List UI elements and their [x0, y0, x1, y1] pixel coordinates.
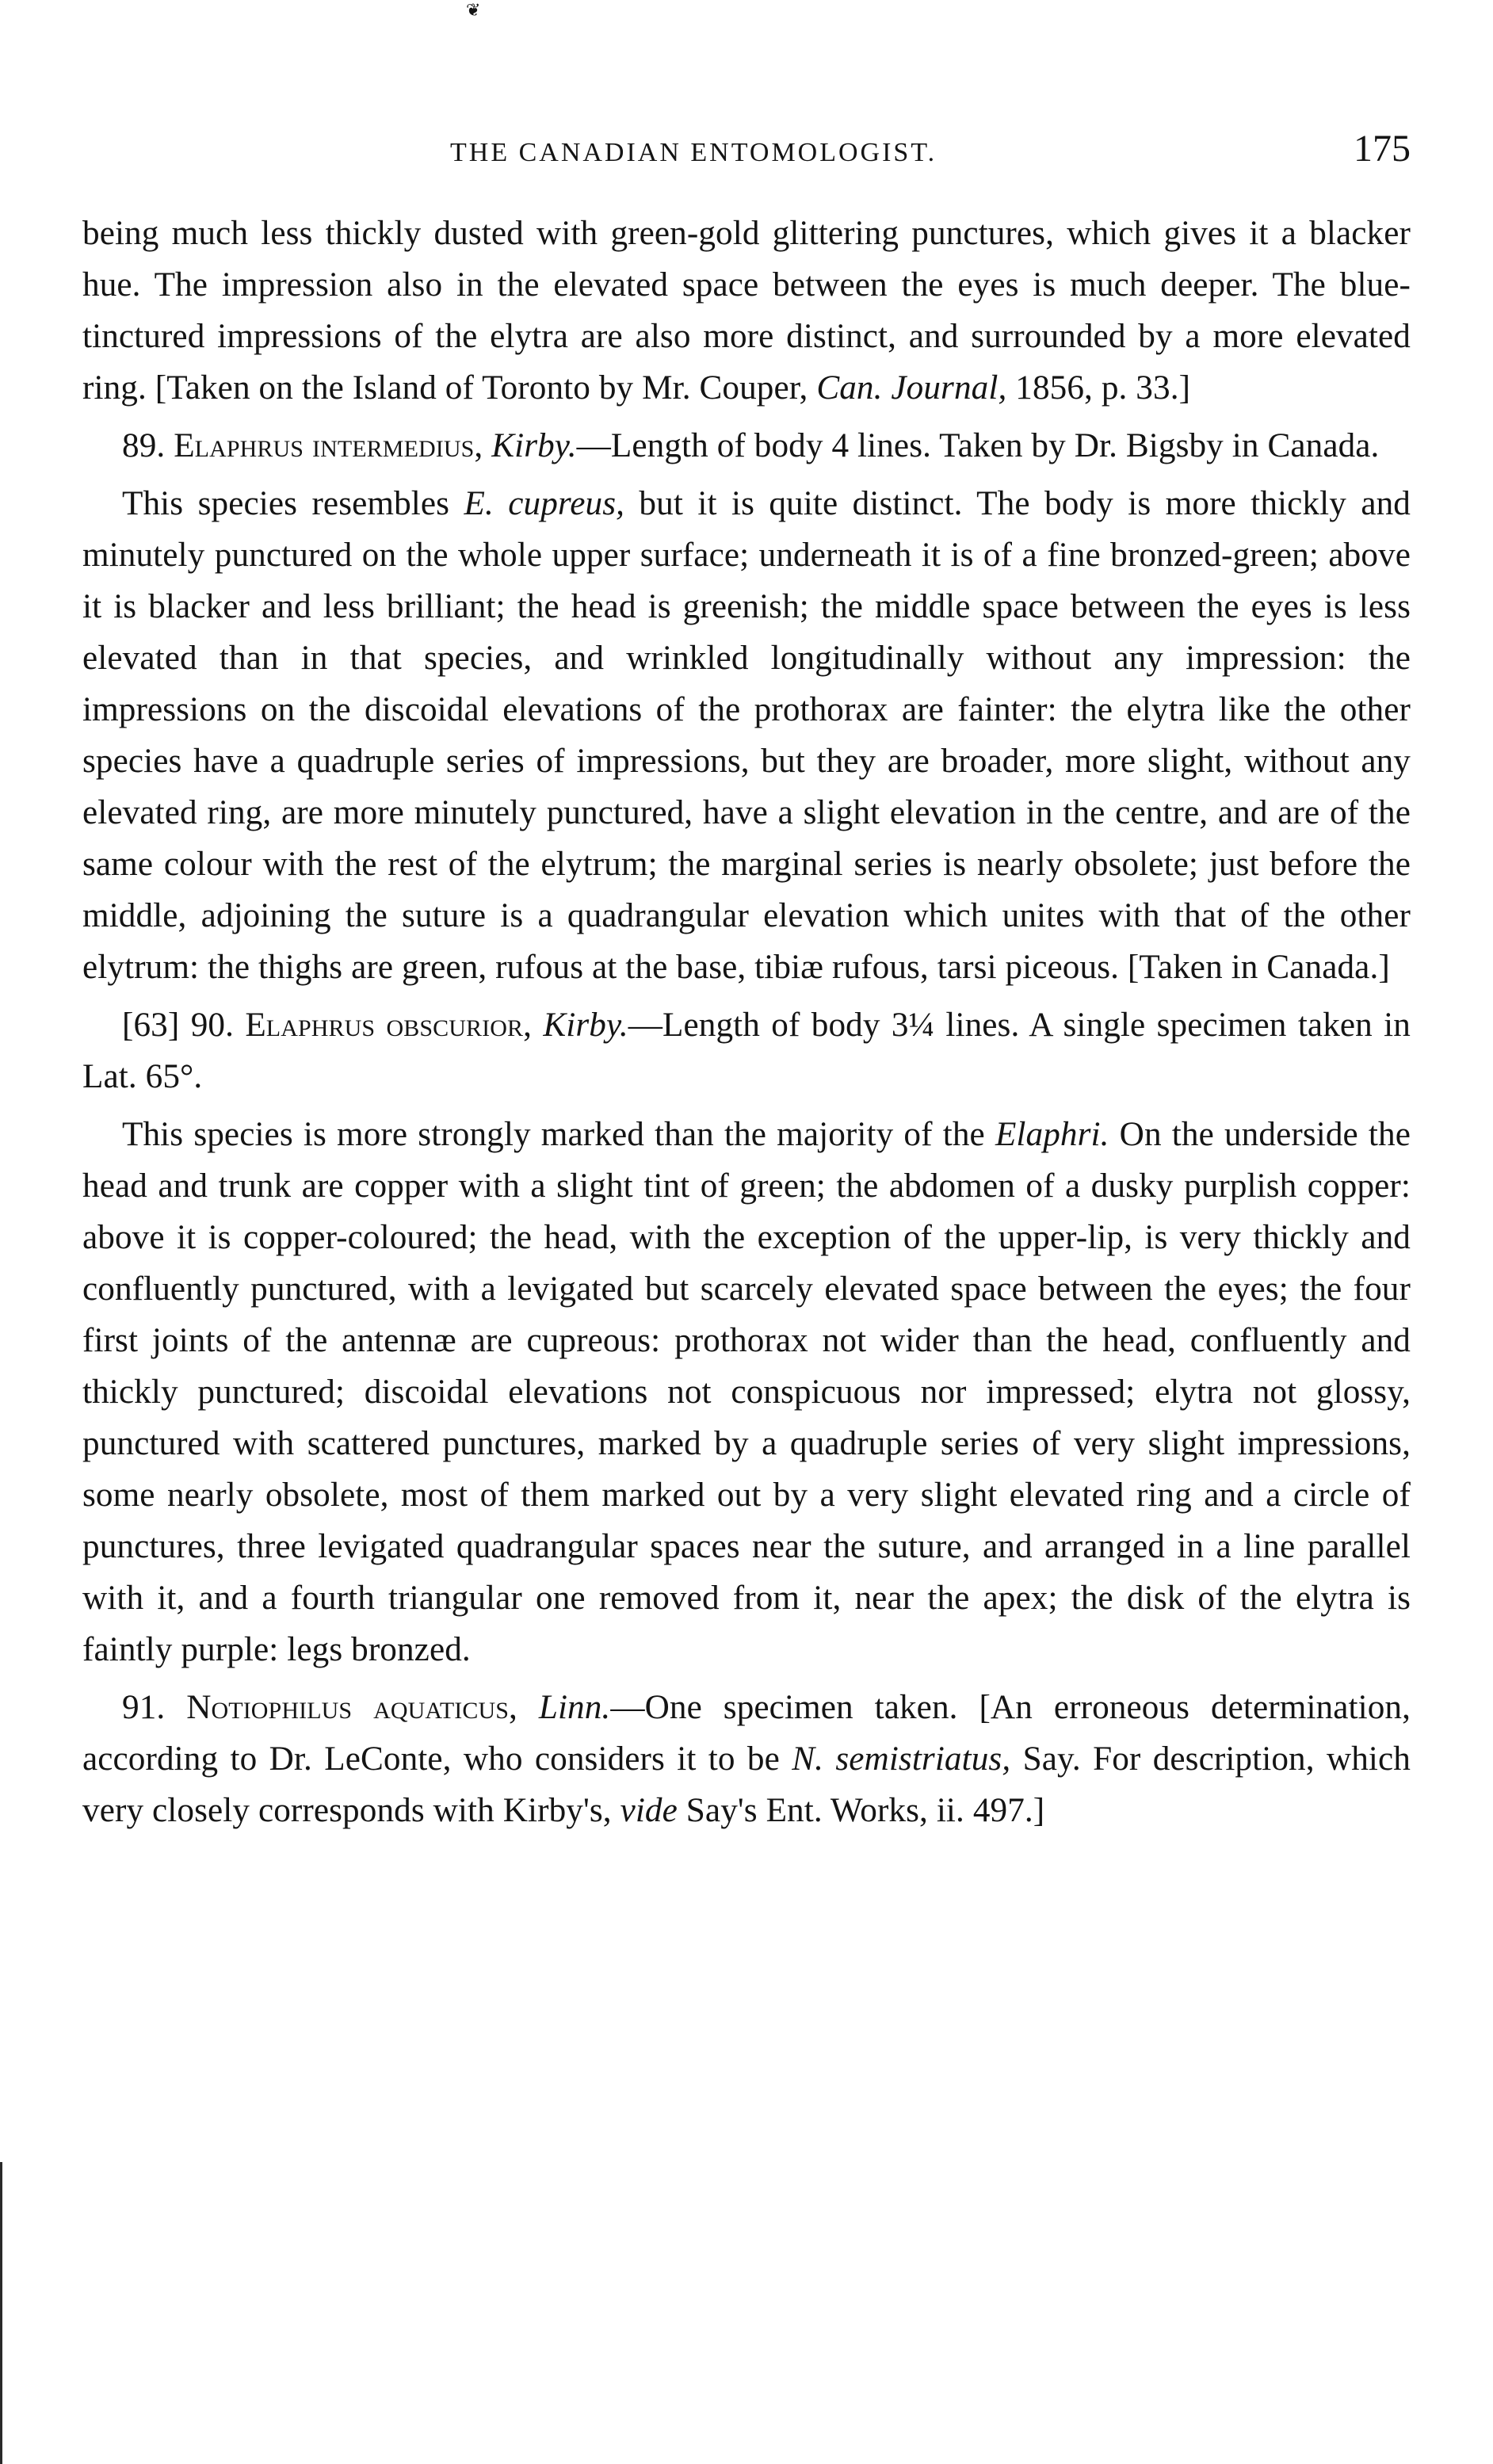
species-author: Linn.: [538, 1689, 611, 1726]
entry-text: Say. For description, which very closely corresponds with Kirby's,: [82, 1740, 1411, 1829]
document-page: [82, 0, 1411, 2464]
species-name: Elaphrus intermedius,: [174, 427, 483, 464]
entry-number: 90.: [190, 1007, 234, 1044]
paragraph-continuation: [82, 208, 1411, 414]
running-head: THE CANADIAN ENTOMOLOGIST.: [450, 138, 937, 167]
paragraph-text: being much less thickly dusted with green-gold glittering punctures, which gives it a blacker hue. The impression also in the elevated space between the eyes is much deeper. The blue-tinctured impressions of the elytra are also more distinct, and surrounded by a more elevated ring. [Taken on the Island of Toronto by Mr. Couper,: [82, 215, 1411, 407]
species-author: Kirby.: [491, 427, 577, 464]
page-header: [82, 127, 1411, 182]
entry-text: —Length of body 3: [628, 1007, 909, 1044]
entry-text: —One specimen taken. [An erroneous determination, according to Dr. LeConte, who considers it to be: [82, 1689, 1411, 1778]
citation-word: vide: [620, 1792, 678, 1829]
genus-reference: Elaphri.: [995, 1116, 1109, 1153]
page-number: 175: [1354, 128, 1411, 170]
species-entry-90: [82, 999, 1411, 1102]
species-author: Kirby.: [543, 1007, 628, 1044]
paragraph-text: This species is more strongly marked than the majority of the: [122, 1116, 995, 1153]
paragraph-text: but it is quite distinct. The body is more thickly and minutely punctured on the whole upper surface; underneath it is of a fine bronzed-green; above it is blacker and less brilliant; the head is greenish; the middle space between the eyes is less elevated than in that species, and wrinkled longitudinally without any impression: the impressions on the discoidal elevations of the prothorax are fainter: the elytra like the other species have a quadruple series of impressions, but they are broader, more slight, without any elevated ring, are more minutely punctured, have a slight elevation in the centre, and are of the same colour with the rest of the elytrum; the marginal series is nearly obsolete; just before the middle, adjoining the suture is a quadrangular elevation which unites with that of the other elytrum: the thighs are green, rufous at the base, tibiæ rufous, tarsi piceous. [Taken in Canada.]: [82, 485, 1411, 986]
stray-print-mark: ❦: [466, 0, 481, 20]
entry-text: lines. A single specimen taken in Lat. 65°.: [82, 1007, 1411, 1095]
species-entry-89: [82, 420, 1411, 472]
species-name: Notiophilus aquaticus,: [186, 1689, 517, 1726]
body-text: [82, 208, 1411, 1843]
page-reference: [63]: [122, 1007, 180, 1044]
species-reference: N. semistriatus,: [792, 1740, 1011, 1778]
entry-number: 91.: [122, 1689, 166, 1726]
source-citation: Can. Journal,: [816, 369, 1007, 407]
entry-text: Say's Ent. Works, ii. 497.]: [677, 1792, 1045, 1829]
paragraph-text: 1856, p. 33.]: [1006, 369, 1191, 407]
entry-text: —Length of body 4 lines. Taken by Dr. Bigsby in Canada.: [576, 427, 1380, 464]
entry-number: 89.: [122, 427, 166, 464]
species-entry-91: [82, 1682, 1411, 1836]
species-description-89: [82, 478, 1411, 993]
species-reference: E. cupreus,: [464, 485, 624, 522]
fraction: ¼: [908, 1007, 935, 1044]
species-name: Elaphrus obscurior,: [245, 1007, 533, 1044]
species-description-90: [82, 1109, 1411, 1675]
paragraph-text: On the underside the head and trunk are copper with a slight tint of green; the abdomen of a dusky purplish copper: above it is copper-coloured; the head, with the exception of the upper-lip, is very thickly and confluently punctured, with a levigated but scarcely elevated space between the eyes; the four first joints of the antennæ are cupreous: prothorax not wider than the head, confluently and thickly punctured; discoidal elevations not conspicuous nor impressed; elytra not glossy, punctured with scattered punctures, marked by a quadruple series of very slight impressions, some nearly obsolete, most of them marked out by a very slight elevated ring and a circle of punctures, three levigated quadrangular spaces near the suture, and arranged in a line parallel with it, and a fourth triangular one removed from it, near the apex; the disk of the elytra is faintly purple: legs bronzed.: [82, 1116, 1411, 1668]
paragraph-text: This species resembles: [122, 485, 464, 522]
scan-edge-line: [0, 2162, 2, 2464]
